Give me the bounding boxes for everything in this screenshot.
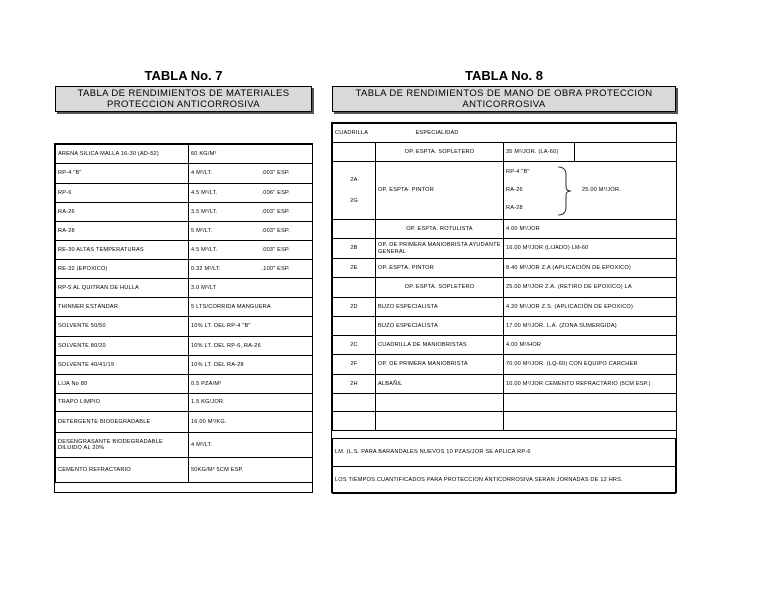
table-row [333, 336, 677, 355]
table8 [332, 123, 677, 220]
cell-rendimiento [189, 458, 313, 483]
table8-rows [332, 219, 677, 431]
cell-cuadrilla: 2D [333, 298, 376, 317]
cell-especialidad: OP. ESPTA. PINTOR [376, 162, 504, 220]
brace-item: RA-26 [506, 187, 523, 194]
cell-cuadrilla: 2B [333, 239, 376, 259]
table7 [55, 144, 313, 483]
table8-header [332, 86, 676, 112]
cell-material: THINNER ESTÁNDAR [56, 298, 189, 317]
cell-empty [504, 412, 677, 431]
table-row [56, 394, 313, 412]
brace-item: RA-28 [506, 205, 523, 212]
espesor-value: .003" ESP. [261, 246, 290, 253]
table-row-pintor-group [333, 162, 677, 220]
cell-rendimiento [189, 298, 313, 317]
cell-material: RP-4 "B" [56, 164, 189, 184]
cell-cuadrilla: 2H [333, 375, 376, 394]
table-row [333, 298, 677, 317]
cell-cuadrilla [333, 317, 376, 336]
note-barandales: LM. (L.S. PARA BARANDALES NUEVOS 10 PZAS/JOR SE APLICA RP-6 [333, 439, 676, 467]
note-row [333, 467, 676, 494]
brace-item: RP-4 "B" [506, 169, 530, 176]
cell-especialidad: OP. ESPTA. ROTULISTA [376, 220, 504, 239]
cell-rendimiento [189, 145, 313, 164]
brace-icon [556, 165, 572, 217]
col-header-cuadrilla: CUADRILLA [333, 124, 376, 143]
table-row [56, 298, 313, 317]
espesor-value: .003" ESP. [261, 227, 290, 234]
rendimiento-value: 4 M²/LT. [191, 441, 213, 448]
cell-material: SOLVENTE 40/41/19 [56, 356, 189, 375]
cell-rendimiento [189, 260, 313, 279]
cell-rendimiento: 70.00 M²/JOR. (LQ-60) CON EQUIPO CARCHER [504, 355, 677, 375]
table-row [56, 458, 313, 483]
rendimiento-value: 4.5 M²/LT. [191, 189, 218, 196]
cell-especialidad: OP. ESPTA. SOPLETERO [376, 143, 504, 162]
cuadrilla-2g: 2G [350, 197, 358, 204]
cell-rendimiento: 25.00 M²/JOR Z.A. (RETIRO DE EPOXICO) LA [504, 278, 677, 298]
cell-rendimiento [189, 164, 313, 184]
rendimiento-value: 50KG/M² 5CM ESP. [191, 466, 244, 473]
table-row [333, 143, 677, 162]
espesor-value: .006" ESP. [261, 189, 290, 196]
rendimiento-value: 4 M²/LT. [191, 170, 213, 177]
cell-especialidad: ALBAÑIL [376, 375, 504, 394]
espesor-value: .003" ESP. [261, 208, 290, 215]
cell-cuadrilla: 2F [333, 355, 376, 375]
table-row [56, 184, 313, 203]
cell-rendimiento: 4.20 M²/JOR Z.S. (APLICACIÓN DE EPOXICO) [504, 298, 677, 317]
cell-rendimiento [189, 337, 313, 356]
cell-material: TRAPO LIMPIO [56, 394, 189, 412]
brace-value: 25.00 M²/JOR. [582, 187, 621, 194]
cell-rendimiento: 8.40 M²/JOR Z.A (APLICACIÓN DE EPOXICO) [504, 259, 677, 278]
cell-rendimiento [189, 394, 313, 412]
cell-especialidad: BUZO ESPECIALISTA [376, 298, 504, 317]
table-row [56, 241, 313, 260]
cell-cuadrilla [333, 278, 376, 298]
cell-empty [504, 394, 677, 412]
cell-material: CEMENTO REFRACTARIO [56, 458, 189, 483]
espesor-value: .100" ESP. [261, 265, 290, 272]
rendimiento-value: 4.5 M²/LT. [191, 246, 218, 253]
rendimiento-value: 5 M²/LT. [191, 227, 213, 234]
cell-empty [376, 394, 504, 412]
table8-title: TABLA No. 8 [465, 68, 543, 83]
cell-cuadrilla: 2E [333, 259, 376, 278]
note-row [333, 439, 676, 467]
rendimiento-value: 10% LT. DEL RP-6, RA-26 [191, 342, 261, 349]
table-row [56, 203, 313, 222]
cell-empty [376, 412, 504, 431]
cell-rendimiento [189, 279, 313, 298]
table-row-empty [333, 412, 677, 431]
table-row [56, 222, 313, 241]
cell-material: LIJA No 80 [56, 375, 189, 394]
table-row [56, 145, 313, 164]
table7-title: TABLA No. 7 [144, 68, 223, 83]
cell-rendimiento: 10.00 M²/JOR CEMENTO REFRACTARIO (5CM ESP.) [504, 375, 677, 394]
cell-material: SOLVENTE 80/20 [56, 337, 189, 356]
col-header-especialidad: ESPECIALIDAD [376, 124, 677, 143]
cell-material: RA-26 [56, 203, 189, 222]
cell-rendimiento [189, 412, 313, 433]
table-row [56, 337, 313, 356]
rendimiento-value: 10% LT. DEL RA-28 [191, 361, 244, 368]
table-row [56, 433, 313, 458]
cell-empty [333, 394, 376, 412]
cell-especialidad: OP. ESPTA. SOPLETERO [376, 278, 504, 298]
rendimiento-value: 3.0 M²/LT [191, 284, 217, 291]
rendimiento-value: 5 LTS/CORRIDA MANGUERA [191, 303, 271, 310]
cell-rendimiento: 35 M²/JOR. (LA-60) [504, 143, 575, 162]
rendimiento-value: 0.5 PZA/M² [191, 380, 222, 387]
table8-notes [332, 438, 676, 494]
table-row [56, 317, 313, 337]
table7-header [55, 86, 312, 112]
cell-cuadrilla [333, 220, 376, 239]
cell-empty [333, 412, 376, 431]
cell-rendimiento: 16.00 M²/JOR (LIJADO) LM-60 [504, 239, 677, 259]
cell-especialidad: OP. DE PRIMERA MANIOBRISTA [376, 355, 504, 375]
cell-cuadrilla: 2C [333, 336, 376, 355]
table-row [56, 375, 313, 394]
cell-rendimiento: 17.00 M²/JOR. L.A. (ZONA SUMERGIDA) [504, 317, 677, 336]
cell-rendimiento [189, 433, 313, 458]
cell-rendimiento: 4.00 M²/JOR [504, 220, 677, 239]
cell-especialidad: CUADRILLA DE MANIOBRISTAS [376, 336, 504, 355]
cell-rendimiento [189, 356, 313, 375]
cell-especialidad: OP. ESPTA. PINTOR [376, 259, 504, 278]
table-row [56, 279, 313, 298]
cell-material: RP-6 [56, 184, 189, 203]
rendimiento-value: 10% LT. DEL RP-4 "B" [191, 323, 251, 330]
cell-empty [575, 143, 677, 162]
note-tiempos: LOS TIEMPOS CUANTIFICADOS PARA PROTECCION ANTICORROSIVA SERAN JORNADAS DE 12 HRS. [333, 467, 676, 494]
rendimiento-value: 3.5 M²/LT. [191, 208, 218, 215]
table7-header-text: TABLA DE RENDIMIENTOS DE MATERIALES PROTECCION ANTICORROSIVA [77, 88, 290, 110]
cell-cuadrilla-group [333, 162, 376, 220]
rendimiento-value: 16.00 M²/KG. [191, 418, 227, 425]
brace-items [506, 164, 556, 218]
cell-rendimiento [189, 203, 313, 222]
table8-column-header-row [333, 124, 677, 143]
cell-material: DETERGENTE BIODEGRADABLE [56, 412, 189, 433]
cell-material: DESENGRASANTE BIODEGRADABLE DILUIDO AL 20% [56, 433, 189, 458]
table-row [56, 412, 313, 433]
rendimiento-value: 60 KG/M² [191, 150, 217, 157]
cell-cuadrilla [333, 143, 376, 162]
cell-material: RP-5 AL QUITRAN DE HULLA [56, 279, 189, 298]
table-row [56, 356, 313, 375]
cell-material: SOLVENTE 50/50 [56, 317, 189, 337]
cell-rendimiento [189, 375, 313, 394]
table-row [56, 164, 313, 184]
cell-rendimiento [189, 222, 313, 241]
cell-material: RE-30 ALTAS TEMPERATURAS [56, 241, 189, 260]
espesor-value: .003" ESP. [261, 170, 290, 177]
table-row [333, 278, 677, 298]
cell-rendimiento [189, 184, 313, 203]
table-row [333, 239, 677, 259]
cell-especialidad: BUZO ESPECIALISTA [376, 317, 504, 336]
cell-rendimiento-brace [504, 162, 677, 220]
table-row [333, 259, 677, 278]
rendimiento-value: 1.5 KG/JOR. [191, 399, 225, 406]
cell-material: RA-28 [56, 222, 189, 241]
table8-header-text: TABLA DE RENDIMIENTOS DE MANO DE OBRA PROTECCION ANTICORROSIVA [355, 88, 653, 110]
cell-rendimiento [189, 317, 313, 337]
cell-especialidad: OP. DE PRIMERA MANIOBRISTA AYUDANTE GENERAL [376, 239, 504, 259]
cell-rendimiento [189, 241, 313, 260]
rendimiento-value: 0.32 M²/LT. [191, 265, 221, 272]
table-row [333, 317, 677, 336]
cell-rendimiento: 4.00 M²/HOR [504, 336, 677, 355]
cell-material: ARENA SILICA MALLA 16-30 (AD-52) [56, 145, 189, 164]
table-row [333, 375, 677, 394]
cell-material: RE-32 (EPOXICO) [56, 260, 189, 279]
cuadrilla-2a: 2A [350, 177, 358, 183]
table-row-empty [333, 394, 677, 412]
table-row [333, 355, 677, 375]
table-row [56, 260, 313, 279]
table-row [333, 220, 677, 239]
